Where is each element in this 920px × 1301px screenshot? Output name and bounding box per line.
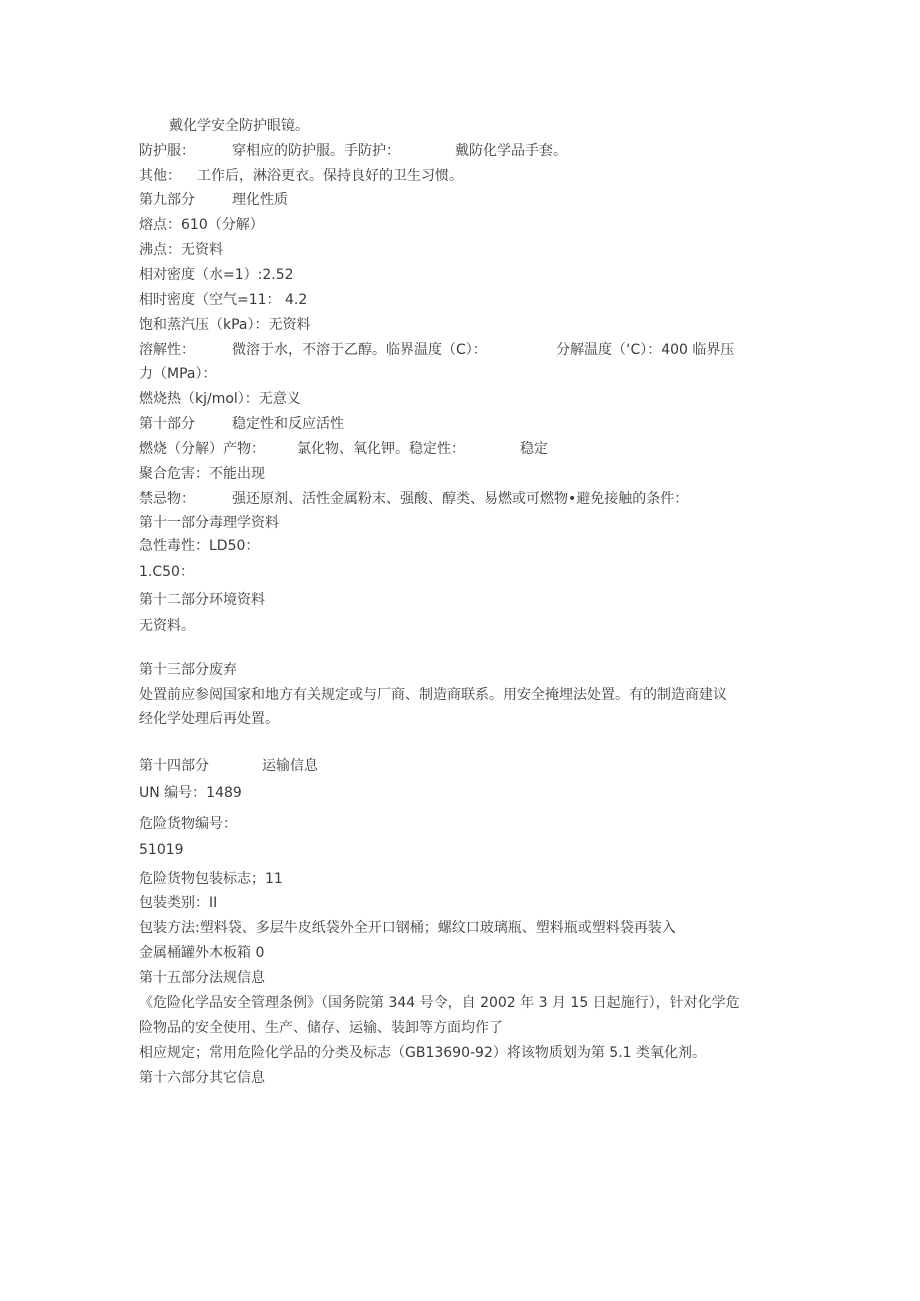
combustion-products-label: 燃烧（分解）产物：: [139, 441, 265, 457]
regulation-line-2: 险物品的安全使用、生产、储存、运输、装卸等方面均作了: [139, 1020, 503, 1036]
section-11-heading: 第十一部分毒理学资料: [139, 515, 279, 531]
disposal-text-line-1: 处置前应参阅国家和地方有关规定或与厂商、制造商联系。用安全掩埋法处置。有的制造商建议: [139, 687, 727, 703]
relative-density-water: 相对密度（水=1）:2.52: [139, 267, 294, 283]
section-10-title: 稳定性和反应活性: [232, 416, 344, 432]
section-16-heading: 第十六部分其它信息: [139, 1070, 265, 1086]
acute-toxicity-ld50: 急性毒性：LD50：: [139, 538, 260, 554]
section-9-number: 第九部分: [139, 192, 195, 208]
dangerous-goods-number-label: 危险货物编号：: [139, 816, 237, 832]
section-14-number: 第十四部分: [139, 758, 209, 774]
packaging-method-line-1: 包装方法:塑料袋、多层牛皮纸袋外全开口钢桶；螺纹口玻璃瓶、塑料瓶或塑料袋再装入: [139, 920, 676, 936]
disposal-text-line-2: 经化学处理后再处置。: [139, 711, 279, 727]
section-15-heading: 第十五部分法规信息: [139, 970, 265, 986]
section-9-title: 理化性质: [232, 192, 288, 208]
section-10-number: 第十部分: [139, 416, 195, 432]
combustion-products-text: 氯化物、氧化钾。稳定性：: [297, 441, 465, 457]
incompatibles-label: 禁忌物：: [139, 491, 195, 507]
heat-of-combustion: 燃烧热（kj∕mol）：无意义: [139, 391, 301, 407]
solubility-label: 溶解性：: [139, 342, 195, 358]
other-text: 工作后，淋浴更衣。保持良好的卫生习惯。: [197, 168, 463, 184]
packaging-method-line-2: 金属桶罐外木板箱 0: [139, 945, 265, 961]
vapor-pressure: 饱和蒸汽压（kPa）：无资料: [139, 317, 311, 333]
critical-pressure: 力（MPa）：: [139, 366, 217, 382]
regulation-line-3: 相应规定；常用危险化学品的分类及标志（GB13690-92）将该物质划为第 5.1 类氧化剂。: [139, 1045, 707, 1061]
protective-clothing-text: 穿相应的防护服。手防护：: [232, 143, 400, 159]
boiling-point: 沸点：无资料: [139, 242, 223, 258]
stability-value: 稳定: [520, 441, 548, 457]
other-label: 其他：: [139, 168, 181, 184]
relative-density-air: 相时密度（空气=11： 4.2: [139, 292, 308, 308]
incompatibles-text: 强还原剂、活性金属粉末、强酸、醇类、易燃或可燃物•避免接触的条件：: [232, 491, 689, 507]
decomposition-temperature: 分解温度（‘C）：400 临界压: [556, 342, 735, 358]
lc50-line: 1.C50：: [139, 564, 194, 580]
packaging-class: 包装类别：II: [139, 895, 218, 911]
regulation-line-1: 《危险化学品安全管理条例》（国务院第 344 号令，自 2002 年 3 月 15 日起施行），针对化学危: [139, 995, 740, 1011]
hand-protection-text: 戴防化学品手套。: [455, 143, 567, 159]
solubility-text: 微溶于水，不溶于乙醇。临界温度（C）：: [232, 342, 487, 358]
section-12-heading: 第十二部分环境资料: [139, 592, 265, 608]
dangerous-goods-number: 51019: [139, 842, 184, 858]
protective-clothing-label: 防护服：: [139, 143, 195, 159]
eye-protection-line: 戴化学安全防护眼镜。: [169, 118, 309, 134]
un-number: UN 编号：1489: [139, 785, 242, 801]
melting-point: 熔点：610（分解）: [139, 217, 264, 233]
section-13-heading: 第十三部分废弃: [139, 662, 237, 678]
section-14-title: 运输信息: [262, 758, 318, 774]
polymerization-hazard: 聚合危害：不能出现: [139, 466, 265, 482]
environmental-data: 无资料。: [139, 618, 195, 634]
packaging-mark: 危险货物包装标志；11: [139, 871, 283, 887]
